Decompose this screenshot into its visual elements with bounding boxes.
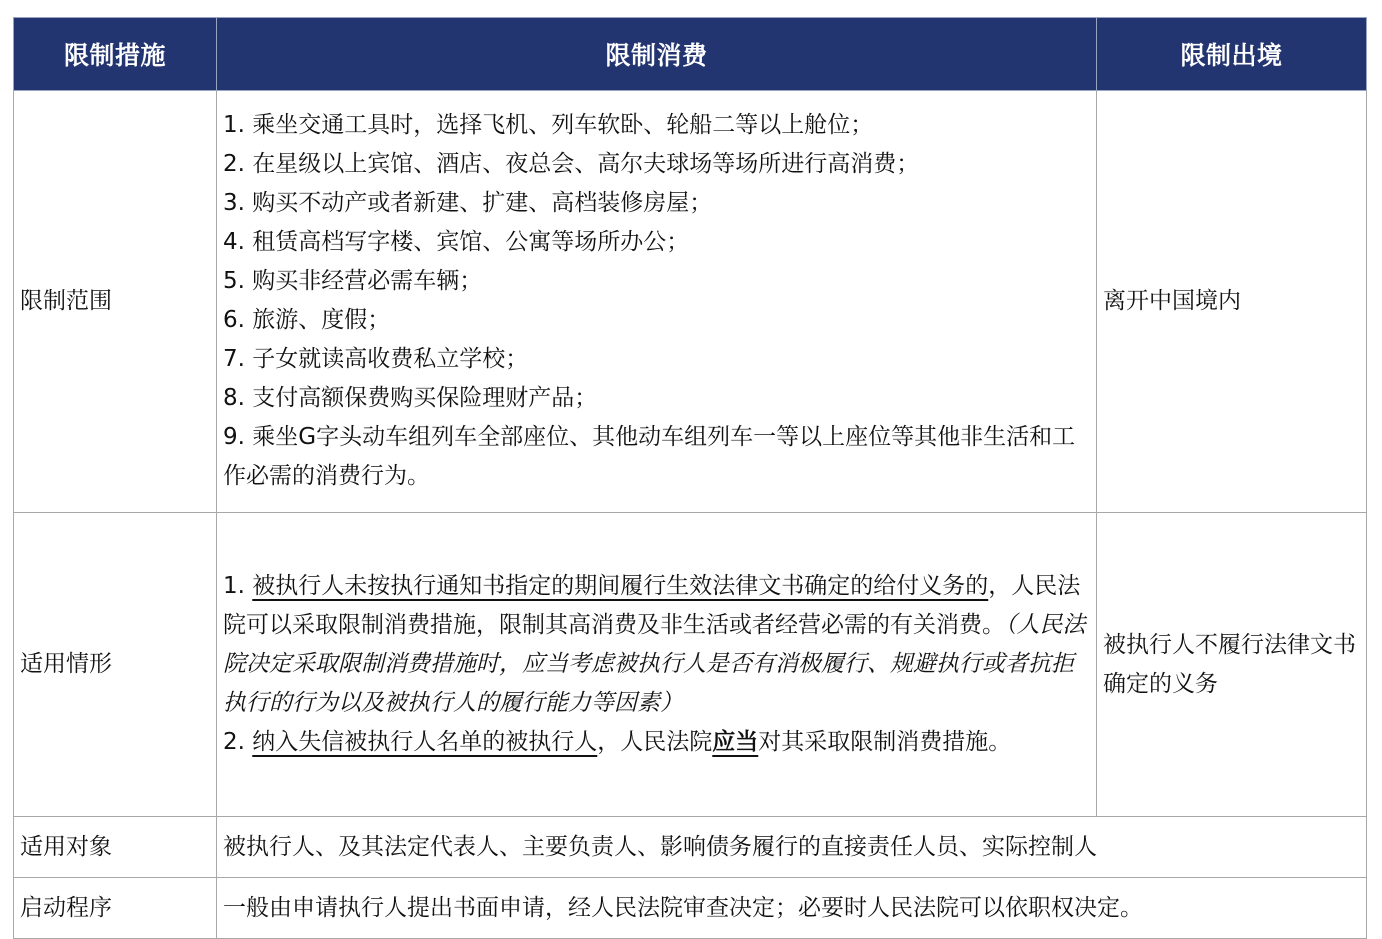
scope-exit-value: 离开中国境内 [1097,91,1367,513]
table-row-cases [14,513,1367,817]
list-item: 2. 在星级以上宾馆、酒店、夜总会、高尔夫球场等场所进行高消费； [223,151,920,177]
case-item-1-prefix: 1. [223,572,253,599]
header-measures: 限制措施 [14,18,217,91]
list-item: 8. 支付高额保费购买保险理财产品； [223,385,598,411]
row-label-scope: 限制范围 [14,91,217,513]
start-value: 一般由申请执行人提出书面申请，经人民法院审查决定；必要时人民法院可以依职权决定。 [217,878,1367,939]
table-row-scope [14,91,1367,513]
table-header-row [14,18,1367,91]
cases-exit-value: 被执行人不履行法律文书确定的义务 [1097,513,1367,817]
case-item-2 [223,723,1090,762]
restriction-comparison-table-wrapper [13,17,1367,939]
restriction-comparison-table [13,17,1367,939]
case-item-1-rest: ，人民法院可以采取限制消费措施，限制其高消费及非生活或者经营必需的有关消费。 [223,572,1081,638]
list-item: 6. 旅游、度假； [223,307,391,333]
list-item: 9. 乘坐G字头动车组列车全部座位、其他动车组列车一等以上座位等其他非生活和工作必需的消费行为。 [223,424,1076,489]
case-item-2-underlined: 纳入失信被执行人名单的被执行人 [252,728,598,755]
scope-consumption-list [217,91,1097,513]
target-value: 被执行人、及其法定代表人、主要负责人、影响债务履行的直接责任人员、实际控制人 [217,817,1367,878]
case-item-1-italic-note: （人民法院决定采取限制消费措施时，应当考虑被执行人是否有消极履行、规避执行或者抗拒执行的行为以及被执行人的履行能力等因素） [223,611,1086,716]
row-label-target: 适用对象 [14,817,217,878]
cases-consumption-text [217,513,1097,817]
header-consumption-limit: 限制消费 [217,18,1097,91]
case-item-1-underlined: 被执行人未按执行通知书指定的期间履行生效法律文书确定的给付义务的 [252,572,989,599]
case-item-2-prefix: 2. [223,728,253,755]
list-item: 3. 购买不动产或者新建、扩建、高档装修房屋； [223,190,713,216]
list-item: 4. 租赁高档写字楼、宾馆、公寓等场所办公； [223,229,690,255]
table-row-target [14,817,1367,878]
list-item: 7. 子女就读高收费私立学校； [223,346,529,372]
row-label-start: 启动程序 [14,878,217,939]
case-item-2-bold: 应当 [712,728,759,755]
case-item-1 [223,567,1090,723]
case-item-2-mid: ，人民法院 [597,728,713,755]
case-item-2-rest: 对其采取限制消费措施。 [758,728,1012,755]
header-exit-limit: 限制出境 [1097,18,1367,91]
list-item: 1. 乘坐交通工具时，选择飞机、列车软卧、轮船二等以上舱位； [223,112,874,138]
table-row-start [14,878,1367,939]
row-label-cases: 适用情形 [14,513,217,817]
list-item: 5. 购买非经营必需车辆； [223,268,483,294]
